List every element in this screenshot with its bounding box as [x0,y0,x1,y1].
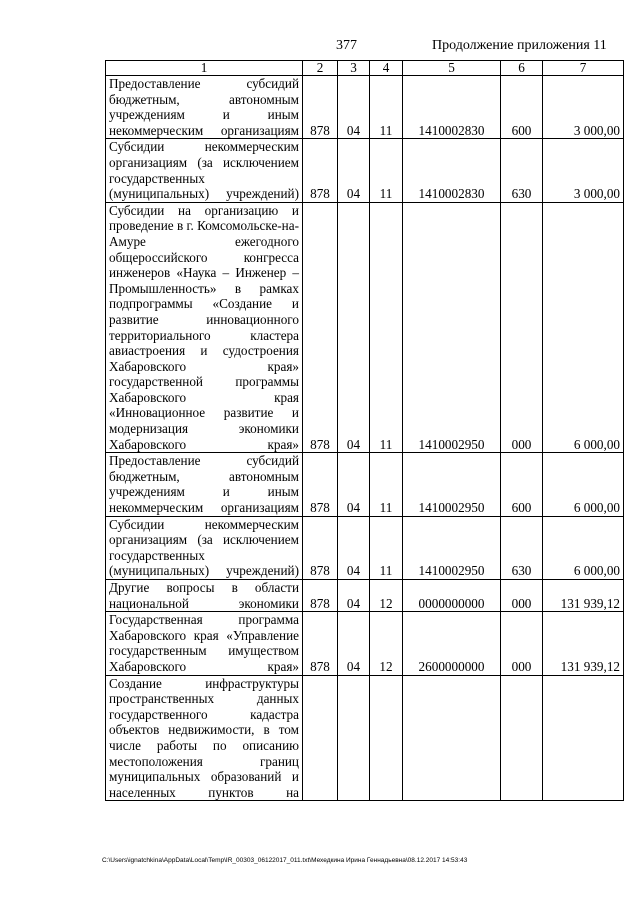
table-row [106,139,624,202]
cell-amount: 131 939,12 [543,580,624,612]
cell-subsection: 11 [370,453,403,516]
cell-description: Субсидии некоммерческим организациям (за исключением государственных (муниципальных) учреждений) [106,139,303,202]
column-header: 7 [543,61,624,76]
cell-description: Субсидии некоммерческим организациям (за исключением государственных (муниципальных) учреждений) [106,516,303,579]
cell-description: Другие вопросы в области национальной экономики [106,580,303,612]
cell-code: 878 [303,202,338,453]
cell-type: 630 [501,516,543,579]
cell-description: Субсидии на организацию и проведение в г. Комсомольске-на-Амуре ежегодного общероссийского конгресса инженеров «Наука – Инженер – Промышленность» в рамках подпрограммы «Создание и развитие инновационного территориального кластера авиастроения и судостроения Хабаровского края» государственной программы Хабаровского края «Инновационное развитие и модернизация экономики Хабаровского края» [106,202,303,453]
table-row [106,202,624,453]
cell-target [403,675,501,801]
cell-amount: 6 000,00 [543,202,624,453]
cell-target: 1410002950 [403,453,501,516]
cell-subsection: 12 [370,580,403,612]
cell-amount: 3 000,00 [543,139,624,202]
cell-subsection: 11 [370,516,403,579]
cell-target: 2600000000 [403,612,501,675]
cell-section: 04 [338,580,370,612]
cell-code [303,675,338,801]
cell-section: 04 [338,139,370,202]
table-row [106,580,624,612]
cell-code: 878 [303,516,338,579]
cell-amount: 131 939,12 [543,612,624,675]
table-row [106,76,624,139]
cell-target: 0000000000 [403,580,501,612]
cell-target: 1410002830 [403,139,501,202]
cell-subsection: 11 [370,76,403,139]
cell-amount: 6 000,00 [543,516,624,579]
cell-description: Создание инфраструктуры пространственных данных государственного кадастра объектов недвижимости, в том числе работы по описанию местоположения границ муниципальных образований и населенных пунктов на [106,675,303,801]
footer-path: C:\Users\ignatchkina\AppData\Local\Temp\IR_00303_06122017_011.txt\Мехедкина Ирина Геннадьевна\08.12.2017 14:53:43 [102,857,468,864]
cell-type: 000 [501,580,543,612]
cell-target: 1410002950 [403,516,501,579]
cell-description: Предоставление субсидий бюджетным, автономным учреждениям и иным некоммерческим организациям [106,453,303,516]
cell-subsection: 11 [370,202,403,453]
table-row [106,516,624,579]
cell-amount: 3 000,00 [543,76,624,139]
budget-table [105,60,624,801]
cell-target: 1410002830 [403,76,501,139]
cell-type: 000 [501,612,543,675]
cell-subsection: 12 [370,612,403,675]
table-row [106,675,624,801]
cell-description: Предоставление субсидий бюджетным, автономным учреждениям и иным некоммерческим организациям [106,76,303,139]
cell-code: 878 [303,76,338,139]
cell-target: 1410002950 [403,202,501,453]
table-header-row [106,61,624,76]
column-header: 3 [338,61,370,76]
cell-amount: 6 000,00 [543,453,624,516]
cell-section: 04 [338,612,370,675]
table-row [106,612,624,675]
cell-code: 878 [303,612,338,675]
cell-section: 04 [338,202,370,453]
continuation-title: Продолжение приложения 11 [432,38,607,53]
cell-description: Государственная программа Хабаровского края «Управление государственным имуществом Хабаровского края» [106,612,303,675]
cell-amount [543,675,624,801]
cell-subsection [370,675,403,801]
cell-section [338,675,370,801]
column-header: 2 [303,61,338,76]
cell-section: 04 [338,516,370,579]
cell-type: 630 [501,139,543,202]
column-header: 4 [370,61,403,76]
column-header: 5 [403,61,501,76]
cell-code: 878 [303,139,338,202]
cell-section: 04 [338,453,370,516]
cell-code: 878 [303,580,338,612]
column-header: 6 [501,61,543,76]
cell-type: 000 [501,202,543,453]
cell-code: 878 [303,453,338,516]
cell-type: 600 [501,453,543,516]
cell-type [501,675,543,801]
column-header: 1 [106,61,303,76]
cell-type: 600 [501,76,543,139]
cell-section: 04 [338,76,370,139]
cell-subsection: 11 [370,139,403,202]
page-number: 377 [336,38,357,53]
table-row [106,453,624,516]
